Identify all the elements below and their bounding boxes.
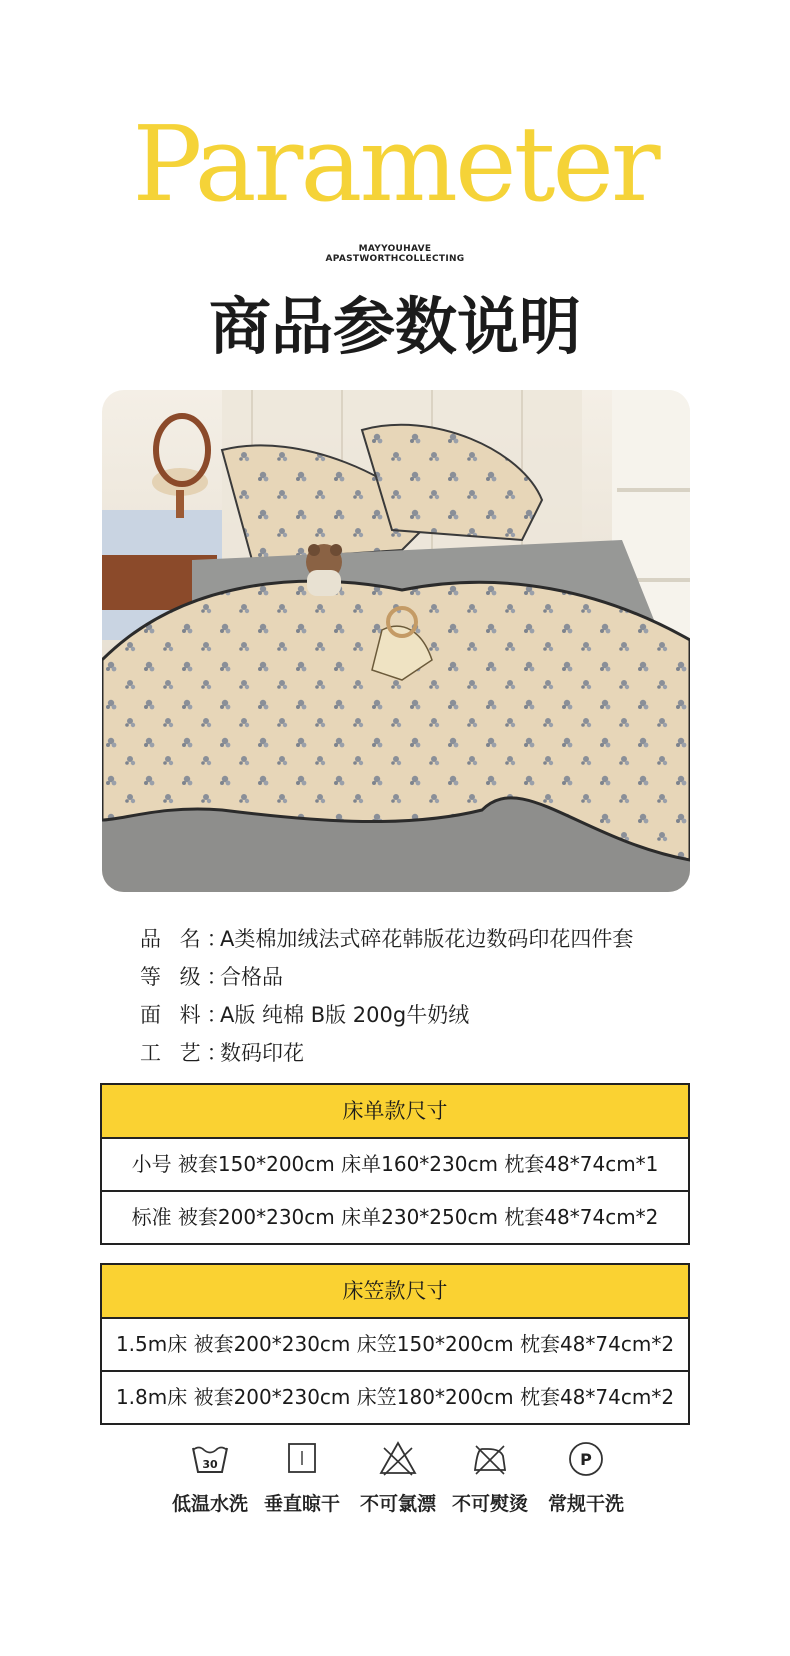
page-title: 商品参数说明 xyxy=(208,290,581,363)
care-item-iron xyxy=(440,1440,540,1516)
care-label: 常规干洗 xyxy=(547,1493,624,1515)
param-label: 等 级： xyxy=(140,965,234,989)
care-instructions xyxy=(160,1440,640,1540)
param-value: A版 纯棉 B版 200g牛奶绒 xyxy=(220,1003,470,1027)
care-label: 垂直晾干 xyxy=(263,1493,340,1515)
param-value: 合格品 xyxy=(220,965,283,989)
tagline-line-2: APASTWORTHCOLLECTING xyxy=(325,254,465,264)
table-row: 1.8m床 被套200*230cm 床笠180*200cm 枕套48*74cm*2 xyxy=(102,1370,688,1423)
table-row: 1.5m床 被套200*230cm 床笠150*200cm 枕套48*74cm*2 xyxy=(115,1332,675,1356)
wash-30-icon xyxy=(190,1440,230,1478)
param-row-grade xyxy=(140,958,740,996)
table-row: 标准 被套200*230cm 床单230*250cm 枕套48*74cm*2 xyxy=(102,1190,688,1243)
fitted-sheet-size-table xyxy=(100,1263,690,1425)
care-item-dryclean xyxy=(536,1440,636,1516)
param-label: 工 艺： xyxy=(140,1041,234,1065)
param-label: 品 名： xyxy=(140,927,234,951)
care-item-bleach xyxy=(348,1440,448,1516)
title-english: Parameter xyxy=(132,103,658,225)
tagline-line-1: MAYYOUHAVE xyxy=(358,244,432,254)
param-value: A类棉加绒法式碎花韩版花边数码印花四件套 xyxy=(220,927,634,951)
no-iron-icon xyxy=(470,1440,510,1478)
care-item-wash xyxy=(160,1440,260,1516)
dry-clean-p-icon xyxy=(566,1440,606,1478)
no-bleach-icon xyxy=(378,1440,418,1478)
product-params xyxy=(140,920,740,1072)
dry-clean-letter: P xyxy=(580,1450,592,1469)
care-label: 不可熨烫 xyxy=(451,1493,528,1515)
product-photo xyxy=(102,390,690,892)
flat-sheet-size-table xyxy=(100,1083,690,1245)
wash-temp-text: 30 xyxy=(202,1458,218,1471)
param-row-craft xyxy=(140,1034,740,1072)
param-row-name xyxy=(140,920,740,958)
care-item-dry xyxy=(252,1440,352,1516)
tagline xyxy=(0,244,790,264)
care-label: 不可氯漂 xyxy=(359,1493,436,1515)
table-header: 床单款尺寸 xyxy=(102,1085,688,1139)
line-dry-icon xyxy=(282,1440,322,1478)
table-header: 床笠款尺寸 xyxy=(102,1265,688,1319)
param-row-fabric xyxy=(140,996,740,1034)
table-row: 小号 被套150*200cm 床单160*230cm 枕套48*74cm*1 xyxy=(131,1152,659,1176)
param-label: 面 料： xyxy=(140,1003,234,1027)
param-value: 数码印花 xyxy=(220,1041,304,1065)
care-label: 低温水洗 xyxy=(171,1493,248,1515)
